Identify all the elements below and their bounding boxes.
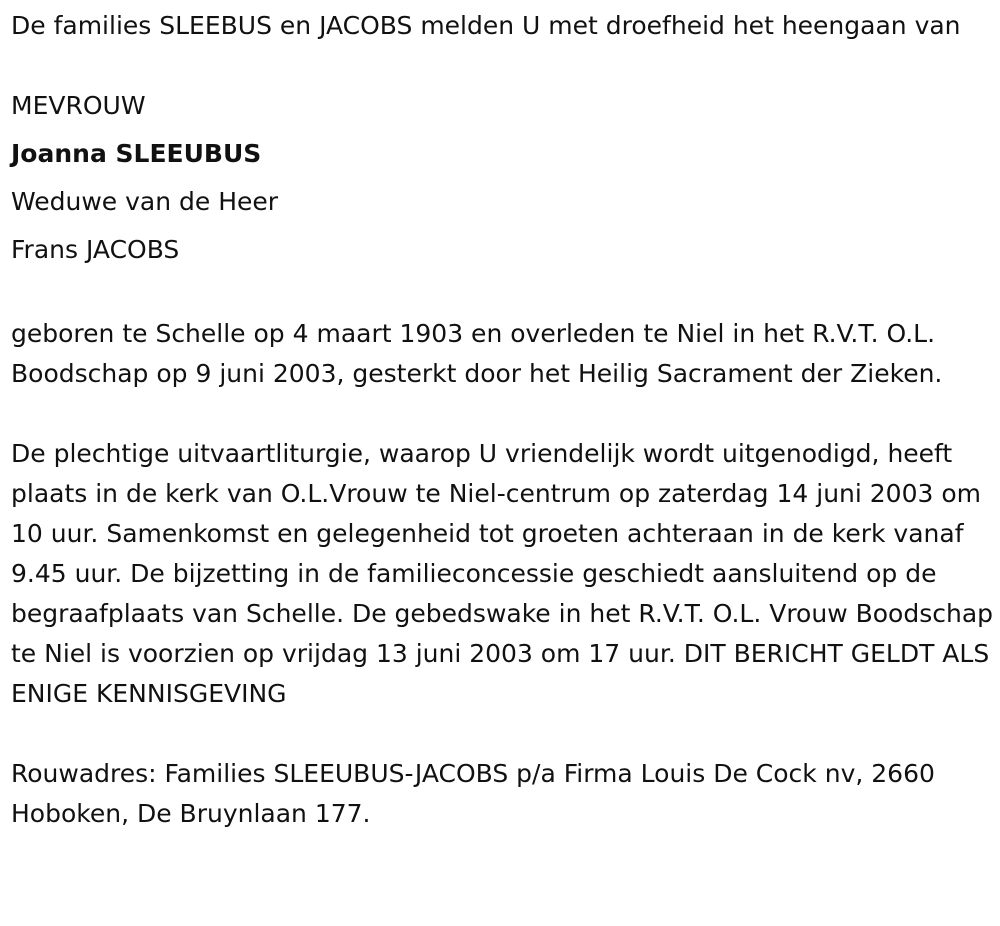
- honorific: MEVROUW: [11, 91, 146, 120]
- intro-paragraph: De families SLEEBUS en JACOBS melden U met droefheid het heengaan van: [11, 11, 961, 40]
- deceased-name: Joanna SLEEUBUS: [11, 139, 262, 168]
- spacer: [11, 274, 995, 314]
- funeral-paragraph: De plechtige uitvaartliturgie, waarop U vriendelijk wordt uitgenodigd, heeft plaats in de kerk van O.L.Vrouw te Niel-centrum op zaterdag 14 juni 2003 om 10 uur. Samenkomst en gelegenheid tot groeten achteraan in de kerk vanaf 9.45 uur. De bijzetting in de familieconcessie geschiedt aansluitend op de begraafplaats van Schelle. De gebedswake in het R.V.T. O.L. Vrouw Boodschap te Niel is voorzien op vrijdag 13 juni 2003 om 17 uur. DIT BERICHT GELDT ALS ENIGE KENNISGEVING: [11, 439, 994, 708]
- spacer: [11, 394, 995, 434]
- birth-death-paragraph: geboren te Schelle op 4 maart 1903 en overleden te Niel in het R.V.T. O.L. Boodschap op 9 juni 2003, gesterkt door het Heilig Sacrament der Zieken.: [11, 319, 943, 388]
- death-announcement: [11, 6, 995, 834]
- address-paragraph: Rouwadres: Families SLEEUBUS-JACOBS p/a Firma Louis De Cock nv, 2660 Hoboken, De Bruynlaan 177.: [11, 759, 935, 828]
- spacer: [11, 714, 995, 754]
- widow-line: Weduwe van de Heer: [11, 187, 279, 216]
- deceased-block: [11, 82, 995, 274]
- spouse-name: Frans JACOBS: [11, 235, 180, 264]
- spacer: [11, 46, 995, 86]
